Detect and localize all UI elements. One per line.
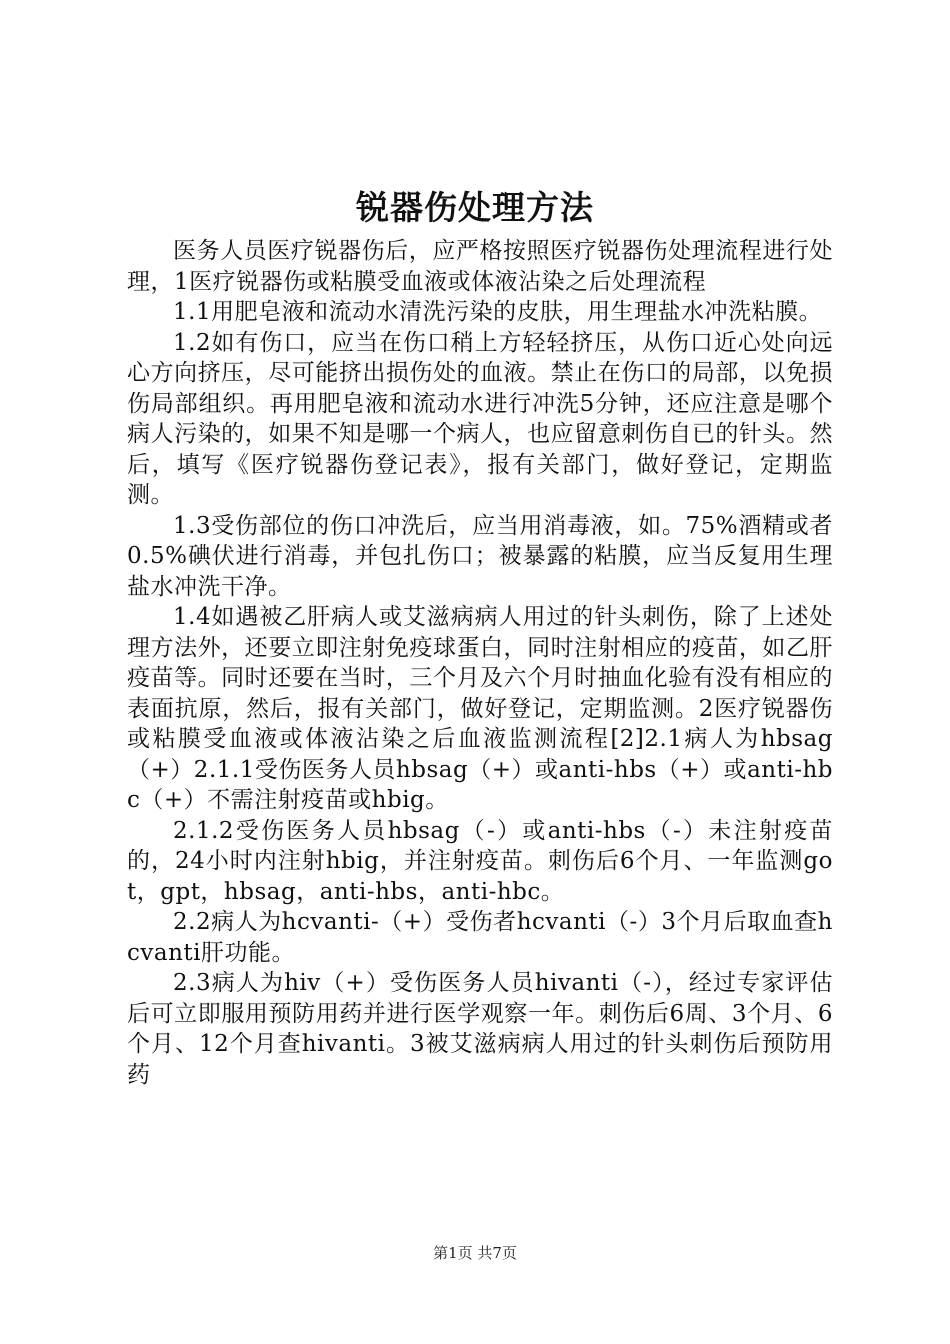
paragraph: 1.1用肥皂液和流动水清洗污染的皮肤，用生理盐水冲洗粘膜。 <box>173 299 823 325</box>
document-title: 锐器伤处理方法 <box>356 188 594 227</box>
paragraph: 2.3病人为hiv（+）受伤医务人员hivanti（-），经过专家评估后可立即服用预防用药并进行医学观察一年。刺伤后6周、3个月、6个月、12个月查hivanti。3被艾滋病病人用过的针头刺伤后预防用药 <box>127 970 833 1088</box>
page-number-footer: 第1页 共7页 <box>433 1244 517 1262</box>
document-body <box>127 236 833 1090</box>
paragraph: 医务人员医疗锐器伤后，应严格按照医疗锐器伤处理流程进行处理，1医疗锐器伤或粘膜受血液或体液沾染之后处理流程 <box>127 238 833 295</box>
paragraph: 2.1.2受伤医务人员hbsag（-）或anti-hbs（-）未注射疫苗的，24小时内注射hbig，并注射疫苗。刺伤后6个月、一年监测got，gpt，hbsag，anti-hbs，anti-hbc。 <box>127 817 833 905</box>
paragraph: 1.2如有伤口，应当在伤口稍上方轻轻挤压，从伤口近心处向远心方向挤压，尽可能挤出损伤处的血液。禁止在伤口的局部，以免损伤局部组织。再用肥皂液和流动水进行冲洗5分钟，还应注意是哪个病人污染的，如果不知是哪一个病人，也应留意刺伤自已的针头。然后，填写《医疗锐器伤登记表》，报有关部门，做好登记，定期监测。 <box>127 329 833 508</box>
paragraph: 1.4如遇被乙肝病人或艾滋病病人用过的针头刺伤，除了上述处理方法外，还要立即注射免疫球蛋白，同时注射相应的疫苗，如乙肝疫苗等。同时还要在当时，三个月及六个月时抽血化验有没有相应的表面抗原，然后，报有关部门，做好登记，定期监测。2医疗锐器伤或粘膜受血液或体液沾染之后血液监测流程[2]2.1病人为hbsag（+）2.1.1受伤医务人员hbsag（+）或anti-hbs（+）或anti-hbc（+）不需注射疫苗或hbig。 <box>127 604 833 813</box>
paragraph: 2.2病人为hcvanti-（+）受伤者hcvanti（-）3个月后取血查hcvanti肝功能。 <box>127 909 833 966</box>
paragraph: 1.3受伤部位的伤口冲洗后，应当用消毒液，如。75%酒精或者0.5%碘伏进行消毒，并包扎伤口；被暴露的粘膜，应当反复用生理盐水冲洗干净。 <box>127 512 833 600</box>
